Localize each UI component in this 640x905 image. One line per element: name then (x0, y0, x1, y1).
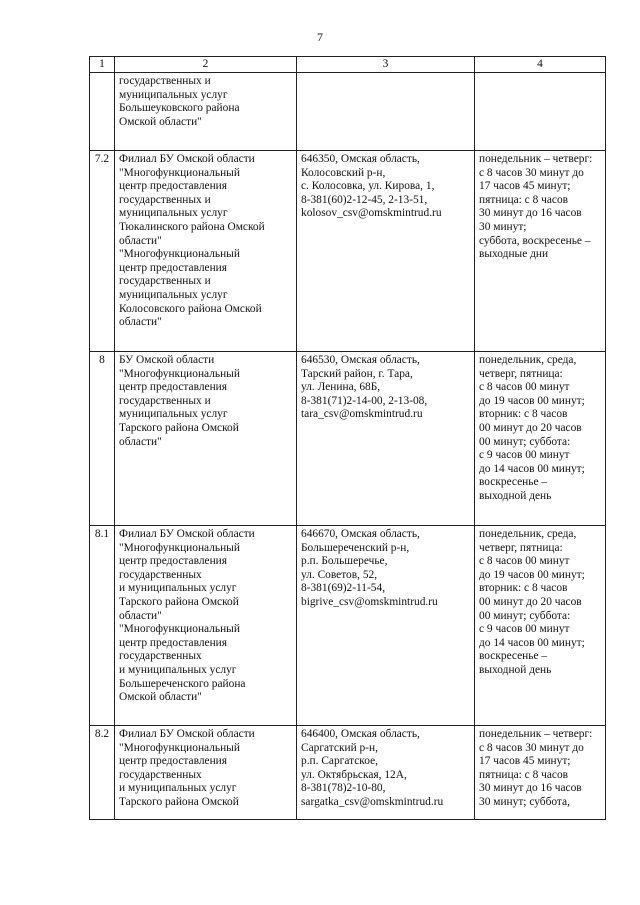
name-line: муниципальных услуг (119, 207, 228, 220)
name-line: "Многофункциональный (119, 741, 240, 754)
address-line: 646400, Омская область, (301, 728, 420, 740)
name-line: центр предоставления (119, 555, 228, 568)
schedule-line: пятница: с 8 часов (479, 193, 569, 206)
schedule-line: понедельник, среда, (479, 354, 577, 366)
schedule-line: до 14 часов 00 минут; (479, 636, 585, 649)
address-line: 646530, Омская область, (301, 354, 420, 366)
name-line: Филиал БУ Омской области (119, 153, 255, 165)
schedule-line: воскресенье – (479, 650, 548, 663)
address-line: Большереченский р-н, (301, 541, 410, 554)
address-line: р.п. Большеречье, (301, 555, 388, 568)
schedule-line: 00 минут; суббота: (479, 435, 571, 448)
name-line: "Многофункциональный (119, 367, 240, 380)
address-line: Тарский район, г. Тара, (301, 367, 413, 380)
name-line: Тарского района Омской (119, 421, 239, 434)
name-line: Омской области" (119, 691, 202, 704)
column-number-row (90, 57, 606, 73)
schedule-line: понедельник, среда, (479, 528, 577, 540)
schedule-line: суббота, воскресенье – (479, 234, 591, 247)
name-line: Колосовского района Омской (119, 302, 262, 315)
table-row (90, 526, 606, 726)
schedule-line: воскресенье – (479, 476, 548, 489)
name-line: и муниципальных услуг (119, 663, 237, 676)
schedule-line: 00 минут до 20 часов (479, 595, 582, 608)
name-line: Большереченского района (119, 677, 246, 690)
schedule-line: с 8 часов 00 минут (479, 381, 570, 394)
schedule-line: с 8 часов 30 минут до (479, 741, 584, 754)
address-line: Колосовский р-н, (301, 166, 386, 179)
name-line: государственных (119, 768, 202, 781)
name-line: центр предоставления (119, 261, 228, 274)
schedule-line: до 19 часов 00 минут; (479, 394, 585, 407)
row-number (90, 526, 115, 726)
row-number (90, 73, 115, 151)
institutions-table (89, 56, 606, 820)
table-row (90, 73, 606, 151)
name-line: БУ Омской области (119, 354, 215, 366)
name-line: Тарского района Омской (119, 595, 239, 608)
column-number: 4 (475, 57, 606, 73)
institution-address (297, 526, 475, 726)
address-line: 646670, Омская область, (301, 528, 420, 540)
institution-name (115, 151, 297, 352)
name-line: центр предоставления (119, 180, 228, 193)
address-line: ул. Советов, 52, (301, 568, 378, 581)
schedule-line: с 8 часов 00 минут (479, 555, 570, 568)
name-line: государственных (119, 568, 202, 581)
name-line: "Многофункциональный (119, 248, 240, 261)
schedule-line: 17 часов 45 минут; (479, 755, 571, 768)
schedule-line: 30 минут до 16 часов (479, 782, 582, 795)
schedule-line: вторник: с 8 часов (479, 582, 568, 595)
address-line: 646350, Омская область, (301, 153, 420, 165)
row-number-text: 8.1 (94, 528, 110, 540)
institution-name (115, 726, 297, 820)
address-line: 8-381(60)2-12-45, 2-13-51, (301, 193, 428, 206)
table-row (90, 352, 606, 526)
institution-address (297, 352, 475, 526)
schedule-line: с 9 часов 00 минут (479, 449, 570, 462)
institution-name (115, 526, 297, 726)
schedule-line: четверг, пятница: (479, 541, 563, 554)
address-line: Саргатский р-н, (301, 741, 378, 754)
row-number-text: 7.2 (94, 153, 110, 165)
address-line: kolosov_csv@omskmintrud.ru (301, 207, 442, 220)
address-line: ул. Октябрьская, 12А, (301, 768, 407, 781)
institution-address (297, 151, 475, 352)
working-hours (475, 73, 606, 151)
table-row (90, 151, 606, 352)
column-number: 1 (90, 57, 115, 73)
address-line: 8-381(71)2-14-00, 2-13-08, (301, 394, 428, 407)
name-line: Омской области" (119, 115, 202, 128)
row-number-text: 8.2 (94, 728, 110, 740)
institution-name (115, 352, 297, 526)
table-row (90, 726, 606, 820)
schedule-line: с 9 часов 00 минут (479, 623, 570, 636)
name-line: Филиал БУ Омской области (119, 528, 255, 540)
schedule-line: 30 минут; суббота, (479, 795, 570, 808)
address-line: ул. Ленина, 68Б, (301, 381, 381, 394)
schedule-line: 17 часов 45 минут; (479, 180, 571, 193)
working-hours (475, 526, 606, 726)
working-hours (475, 726, 606, 820)
schedule-line: выходной день (479, 663, 552, 676)
schedule-line: вторник: с 8 часов (479, 408, 568, 421)
schedule-line: выходные дни (479, 248, 549, 261)
name-line: муниципальных услуг (119, 88, 228, 101)
working-hours (475, 151, 606, 352)
name-line: государственных (119, 650, 202, 663)
address-line: р.п. Саргатское, (301, 755, 378, 768)
schedule-line: пятница: с 8 часов (479, 768, 569, 781)
name-line: Тюкалинского района Омской (119, 220, 265, 233)
schedule-line: 30 минут; (479, 220, 527, 233)
name-line: центр предоставления (119, 755, 228, 768)
name-line: Тарского района Омской (119, 795, 239, 808)
name-line: "Многофункциональный (119, 166, 240, 179)
name-line: Большеуковского района (119, 102, 240, 115)
name-line: Филиал БУ Омской области (119, 728, 255, 740)
schedule-line: 00 минут; суббота: (479, 609, 571, 622)
schedule-line: четверг, пятница: (479, 367, 563, 380)
name-line: области" (119, 609, 162, 622)
name-line: муниципальных услуг (119, 408, 228, 421)
name-line: государственных и (119, 193, 211, 206)
address-line: 8-381(78)2-10-80, (301, 782, 386, 795)
address-line: bigrive_csv@omskmintrud.ru (301, 595, 438, 608)
page-number: 7 (317, 30, 323, 44)
row-number (90, 352, 115, 526)
schedule-line: 00 минут до 20 часов (479, 421, 582, 434)
address-line: с. Колосовка, ул. Кирова, 1, (301, 180, 435, 193)
name-line: и муниципальных услуг (119, 582, 237, 595)
address-line: 8-381(69)2-11-54, (301, 582, 386, 595)
name-line: и муниципальных услуг (119, 782, 237, 795)
name-line: центр предоставления (119, 381, 228, 394)
working-hours (475, 352, 606, 526)
schedule-line: до 19 часов 00 минут; (479, 568, 585, 581)
row-number (90, 726, 115, 820)
institution-address (297, 726, 475, 820)
address-line: tara_csv@omskmintrud.ru (301, 408, 423, 421)
schedule-line: 30 минут до 16 часов (479, 207, 582, 220)
schedule-line: выходной день (479, 489, 552, 502)
schedule-line: с 8 часов 30 минут до (479, 166, 584, 179)
name-line: государственных и (119, 75, 211, 87)
name-line: центр предоставления (119, 636, 228, 649)
row-number-text: 8 (99, 354, 105, 366)
column-number: 2 (115, 57, 297, 73)
schedule-line: понедельник – четверг: (479, 728, 593, 740)
schedule-line: до 14 часов 00 минут; (479, 462, 585, 475)
address-line: sargatka_csv@omskmintrud.ru (301, 795, 444, 808)
name-line: государственных и (119, 275, 211, 288)
name-line: государственных и (119, 394, 211, 407)
name-line: области" (119, 316, 162, 329)
column-number: 3 (297, 57, 475, 73)
institution-address (297, 73, 475, 151)
name-line: области" (119, 435, 162, 448)
name-line: области" (119, 234, 162, 247)
name-line: "Многофункциональный (119, 541, 240, 554)
name-line: "Многофункциональный (119, 623, 240, 636)
schedule-line: понедельник – четверг: (479, 153, 593, 165)
institution-name (115, 73, 297, 151)
row-number (90, 151, 115, 352)
name-line: муниципальных услуг (119, 288, 228, 301)
